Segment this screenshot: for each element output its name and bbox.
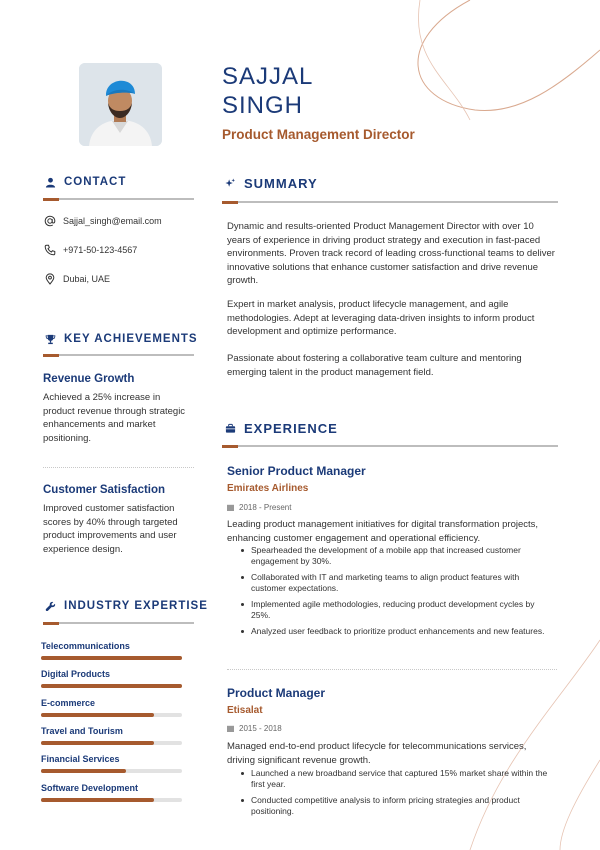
skill-bar-fill	[41, 798, 154, 802]
skill-bar	[41, 684, 182, 688]
summary-paragraph: Dynamic and results-oriented Product Management Director with over 10 years of experience in driving product strategy and execution in fast-paced environments. Proven track record of leading cross-functional teams to deliver innovative solutions that enhance customer satisfaction and drive revenue growth.	[227, 221, 555, 286]
skill-bar-fill	[41, 656, 182, 660]
job-bullets	[238, 768, 556, 822]
summary-divider	[222, 201, 558, 203]
at-icon	[44, 215, 56, 227]
job-title: Product Manager	[227, 686, 326, 700]
skill-bar	[41, 656, 182, 660]
skill-item	[41, 641, 182, 660]
contact-heading: CONTACT	[45, 176, 126, 188]
expertise-divider	[43, 622, 194, 624]
company-name: Etisalat	[227, 705, 263, 716]
list-item: Spearheaded the development of a mobile app that increased customer engagement by 30%.	[238, 545, 556, 567]
location-pin-icon	[44, 273, 56, 285]
sparkle-icon	[225, 178, 236, 189]
job-bullets	[238, 545, 556, 642]
skill-bar-fill	[41, 713, 154, 717]
achievements-heading: KEY ACHIEVEMENTS	[45, 333, 198, 345]
job-dates: 2015 - 2018	[227, 724, 282, 733]
list-item: Collaborated with IT and marketing teams to align product features with customer expectations.	[238, 572, 556, 594]
skill-bar-fill	[41, 769, 126, 773]
skill-bar	[41, 741, 182, 745]
skill-bar-fill	[41, 741, 154, 745]
skill-bar	[41, 713, 182, 717]
skill-item	[41, 783, 182, 802]
expertise-heading: INDUSTRY EXPERTISE	[45, 600, 208, 612]
job-description: Managed end-to-end product lifecycle for telecommunications services, driving significant revenue growth.	[227, 741, 527, 766]
experience-heading: EXPERIENCE	[225, 421, 338, 436]
summary-paragraph: Expert in market analysis, product lifecycle management, and agile methodologies. Adept at leveraging data-driven insights to inform product development and optimize performance.	[227, 299, 535, 337]
candidate-name: SAJJAL SINGH	[222, 63, 314, 119]
experience-divider	[222, 445, 558, 447]
skill-label: Software Development	[41, 782, 139, 793]
list-item: Launched a new broadband service that captured 15% market share within the first year.	[238, 768, 556, 790]
summary-paragraph: Passionate about fostering a collaborative team culture and mentoring emerging talent in the product management field.	[227, 353, 522, 378]
skill-item	[41, 726, 182, 745]
contact-location: Dubai, UAE	[44, 273, 110, 285]
trophy-icon	[45, 334, 56, 345]
skill-bar	[41, 798, 182, 802]
user-icon	[45, 177, 56, 188]
achievement-text: Achieved a 25% increase in product revenue through strategic enhancements and market positioning.	[43, 392, 186, 444]
summary-heading: SUMMARY	[225, 176, 318, 191]
list-item: Conducted competitive analysis to inform pricing strategies and product positioning.	[238, 795, 556, 817]
achievement-text: Improved customer satisfaction scores by 40% through targeted product improvements and user experience design.	[43, 503, 178, 555]
contact-divider	[43, 198, 194, 200]
skill-item	[41, 754, 182, 773]
skill-label: Financial Services	[41, 754, 120, 765]
skill-bar	[41, 769, 182, 773]
company-name: Emirates Airlines	[227, 483, 309, 494]
achievement-separator	[43, 467, 194, 468]
skill-label: Telecommunications	[41, 641, 130, 651]
calendar-icon	[227, 504, 234, 511]
skill-label: E-commerce	[41, 697, 96, 708]
skill-label: Travel and Tourism	[41, 725, 123, 736]
list-item: Analyzed user feedback to prioritize product enhancements and new features.	[238, 626, 556, 637]
skill-item	[41, 669, 182, 688]
job-dates: 2018 - Present	[227, 503, 291, 512]
skill-bar-fill	[41, 684, 182, 688]
skill-label: Digital Products	[41, 669, 111, 680]
job-title: Senior Product Manager	[227, 464, 366, 478]
wrench-icon	[45, 601, 56, 612]
contact-email[interactable]: Sajjal_singh@email.com	[44, 215, 162, 227]
calendar-icon	[227, 725, 234, 732]
job-separator	[227, 669, 557, 670]
briefcase-icon	[225, 423, 236, 434]
achievements-divider	[43, 354, 194, 356]
skill-item	[41, 698, 182, 717]
phone-icon	[44, 244, 56, 256]
contact-phone[interactable]: +971-50-123-4567	[44, 244, 137, 256]
achievement-title: Customer Satisfaction	[43, 484, 166, 496]
list-item: Implemented agile methodologies, reducing product development cycles by 25%.	[238, 599, 556, 621]
job-role: Product Management Director	[222, 127, 415, 142]
profile-photo	[79, 63, 162, 146]
achievement-title: Revenue Growth	[43, 373, 135, 385]
job-description: Leading product management initiatives for digital transformation projects, enhancing customer engagement and operational efficiency.	[227, 519, 539, 544]
